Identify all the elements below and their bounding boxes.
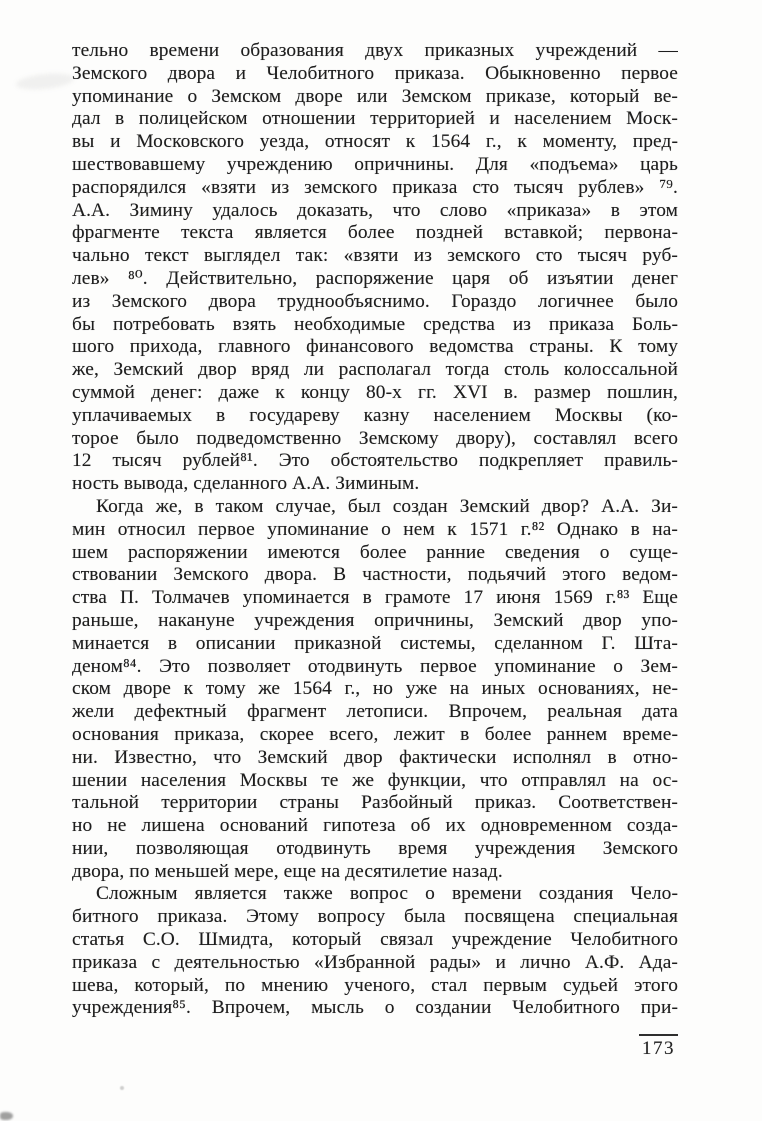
scan-dot-artifact bbox=[120, 1086, 124, 1090]
text-line: Земского двора и Челобитного приказа. Обыкновенно первое bbox=[72, 62, 678, 84]
page-number-block bbox=[639, 1034, 678, 1060]
text-line: 12 тысяч рублей⁸¹. Это обстоятельство подкрепляет правиль- bbox=[72, 450, 678, 472]
text-line: ском дворе к тому же 1564 г., но уже на иных основаниях, не- bbox=[72, 678, 678, 700]
text-line: чально текст выглядел так: «взяти из земского сто тысяч руб- bbox=[72, 245, 678, 267]
text-line: основания приказа, скорее всего, лежит в более раннем време- bbox=[72, 723, 678, 745]
paragraph bbox=[72, 40, 678, 496]
text-block bbox=[72, 40, 678, 1020]
text-line: ствовании Земского двора. В частности, подьячий этого ведом- bbox=[72, 564, 678, 586]
text-line: битного приказа. Этому вопросу была посвящена специальная bbox=[72, 906, 678, 928]
text-line: лев» ⁸⁰. Действительно, распоряжение царя об изъятии денег bbox=[72, 267, 678, 289]
text-line: Когда же, в таком случае, был создан Земский двор? А.А. Зи- bbox=[96, 495, 678, 517]
text-line: уплачиваемых в государеву казну населением Москвы (ко- bbox=[72, 404, 678, 426]
text-line: торое было подведомственно Земскому двору), составлял всего bbox=[72, 427, 678, 449]
text-line: распорядился «взяти из земского приказа сто тысяч рублев» ⁷⁹. bbox=[72, 176, 678, 198]
text-line: шого прихода, главного финансового ведомства страны. К тому bbox=[72, 336, 678, 358]
text-line: жели дефектный фрагмент летописи. Впрочем, реальная дата bbox=[72, 701, 678, 723]
scan-speck-artifact bbox=[0, 1112, 13, 1120]
text-line: приказа с деятельностью «Избранной рады» и лично А.Ф. Ада- bbox=[72, 951, 678, 973]
text-line: фрагменте текста является более поздней вставкой; первона- bbox=[72, 222, 678, 244]
text-line: же, Земский двор вряд ли располагал тогда столь колоссальной bbox=[72, 359, 678, 381]
text-line: мин относил первое упоминание о нем к 1571 г.⁸² Однако в на- bbox=[72, 518, 678, 540]
text-line: А.А. Зимину удалось доказать, что слово «приказа» в этом bbox=[72, 199, 678, 221]
text-line: бы потребовать взять необходимые средства из приказа Боль- bbox=[72, 313, 678, 335]
text-line: из Земского двора труднообъяснимо. Гораздо логичнее было bbox=[72, 290, 678, 312]
paragraph bbox=[72, 496, 678, 884]
text-line: ность вывода, сделанного А.А. Зиминым. bbox=[72, 473, 420, 495]
text-line: но не лишена оснований гипотеза об их одновременном созда- bbox=[72, 815, 678, 837]
text-line: Сложным является также вопрос о времени создания Чело- bbox=[96, 883, 678, 905]
text-line: вы и Московского уезда, относят к 1564 г., к моменту, пред- bbox=[72, 131, 678, 153]
scan-smudge-artifact bbox=[15, 71, 74, 92]
text-line: тельно времени образования двух приказных учреждений — bbox=[72, 40, 678, 61]
page-number: 173 bbox=[639, 1034, 678, 1060]
text-line: учреждения⁸⁵. Впрочем, мысль о создании Челобитного при- bbox=[72, 997, 678, 1019]
text-line: дал в полицейском отношении территорией и населением Моск- bbox=[72, 108, 678, 130]
text-line: деном⁸⁴. Это позволяет отодвинуть первое упоминание о Зем- bbox=[72, 655, 678, 677]
text-line: суммой денег: даже к концу 80-х гг. XVI в. размер пошлин, bbox=[72, 381, 678, 403]
text-line: раньше, накануне учреждения опричнины, Земский двор упо- bbox=[72, 609, 678, 631]
text-line: ства П. Толмачев упоминается в грамоте 17 июня 1569 г.⁸³ Еще bbox=[72, 587, 678, 609]
text-line: упоминание о Земском дворе или Земском приказе, который ве- bbox=[72, 85, 678, 107]
text-line: шева, который, по мнению ученого, стал первым судьей этого bbox=[72, 974, 678, 996]
text-line: ни. Известно, что Земский двор фактически исполнял в отно- bbox=[72, 746, 678, 768]
text-line: нии, позволяющая отодвинуть время учреждения Земского bbox=[72, 837, 678, 859]
text-line: шем распоряжении имеются более ранние сведения о суще- bbox=[72, 541, 678, 563]
text-line: шествовавшему учреждению опричнины. Для «подъема» царь bbox=[72, 153, 678, 175]
text-line: статья С.О. Шмидта, который связал учреждение Челобитного bbox=[72, 929, 678, 951]
paragraph bbox=[72, 883, 678, 1020]
text-line: тальной территории страны Разбойный приказ. Соответствен- bbox=[72, 792, 678, 814]
text-line: двора, по меньшей мере, еще на десятилетие назад. bbox=[72, 860, 503, 882]
text-line: минается в описании приказной системы, сделанном Г. Шта- bbox=[72, 632, 678, 654]
text-line: шении населения Москвы те же функции, что отправлял на ос- bbox=[72, 769, 678, 791]
